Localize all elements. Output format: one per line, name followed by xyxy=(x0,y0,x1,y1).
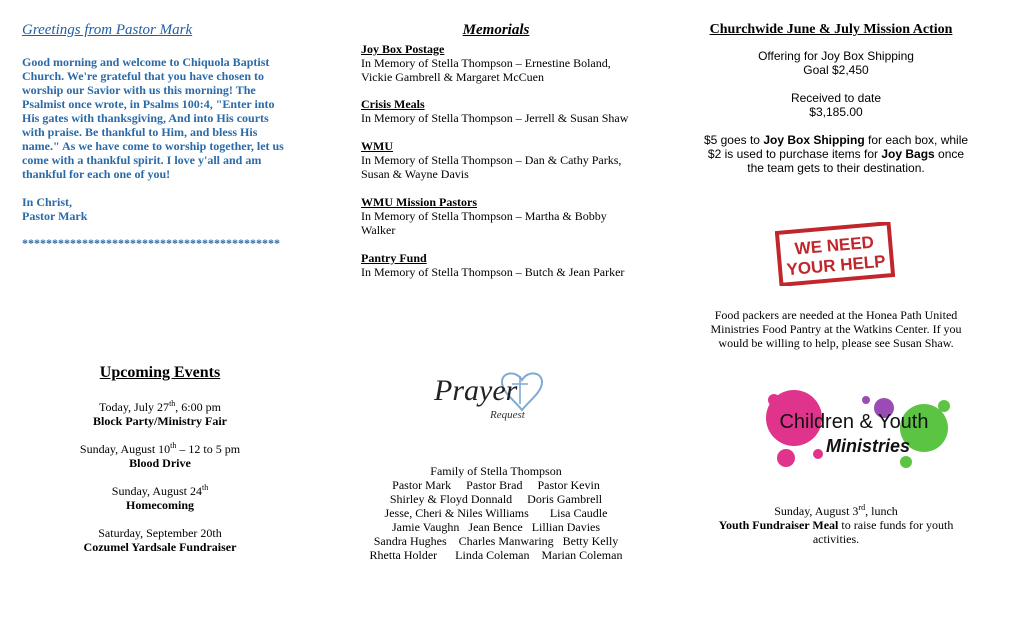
food-packers-notice: Food packers are needed at the Honea Path United Ministries Food Pantry at the Watkins Center. If you would be willing to help, please see Susan Shaw. xyxy=(710,308,962,350)
prayer-line: Jamie Vaughn Jean Bence Lillian Davies xyxy=(391,520,601,534)
children-youth-ministries-logo xyxy=(756,378,952,480)
event-name: Homecoming xyxy=(126,498,194,512)
greeting-text: Good morning and welcome to Chiquola Baptist Church. We're grateful that you have chosen to worship our Savior with us this morning! The Psalmist once wrote, in Psalms 100:4, "Enter into His gates with thanksgiving, And into His courts with praise. Be thankful to Him, and bless His name." As we have come to worship together, let us come with a thankful spirit. I love y'all and am thankful for each one of you! xyxy=(22,55,284,181)
memorial-text: In Memory of Stella Thompson – Butch & Jean Parker xyxy=(361,265,625,279)
prayer-line: Family of Stella Thompson xyxy=(430,464,562,478)
memorial-text: In Memory of Stella Thompson – Jerrell & Susan Shaw xyxy=(361,111,629,125)
event-date: Today, July 27th, 6:00 pm xyxy=(99,399,221,414)
prayer-logo-text: Prayer xyxy=(434,374,518,407)
mission-title: Churchwide June & July Mission Action xyxy=(709,22,953,37)
prayer-line: Pastor Mark Pastor Brad Pastor Kevin xyxy=(392,478,600,492)
mission-received-label: Received to date xyxy=(790,91,882,105)
memorial-text: In Memory of Stella Thompson – Ernestine Boland, Vickie Gambrell & Margaret McCuen xyxy=(361,56,611,84)
prayer-line: Jesse, Cheri & Niles Williams Lisa Caudle xyxy=(384,506,608,520)
we-need-your-help-stamp xyxy=(775,222,895,286)
greeting-sign-off xyxy=(22,195,87,223)
event-name: Block Party/Ministry Fair xyxy=(93,414,227,428)
memorial-heading: Crisis Meals xyxy=(361,97,425,111)
event-item xyxy=(40,526,280,554)
youth-meal: Youth Fundraiser Meal xyxy=(718,518,839,532)
memorial-heading: WMU Mission Pastors xyxy=(361,195,477,209)
memorials-title: Memorials xyxy=(462,22,530,38)
greeting-divider: ******************************************* xyxy=(22,236,280,250)
greeting-title: Greetings from Pastor Mark xyxy=(22,22,193,38)
mission-received-value: $3,185.00 xyxy=(809,105,863,119)
memorial-text: In Memory of Stella Thompson – Martha & Bobby Walker xyxy=(361,209,607,237)
prayer-logo-sub: Request xyxy=(490,409,525,421)
event-name: Blood Drive xyxy=(129,456,191,470)
memorial-item xyxy=(361,195,641,237)
mission-goal-value: Goal $2,450 xyxy=(803,63,869,77)
memorial-heading: Joy Box Postage xyxy=(361,42,445,56)
memorial-item xyxy=(361,139,641,181)
mission-offering-label: Offering for Joy Box Shipping xyxy=(758,49,914,63)
prayer-line: Rhetta Holder Linda Coleman Marian Coleman xyxy=(369,548,623,562)
event-item xyxy=(40,442,280,470)
events-title: Upcoming Events xyxy=(99,364,221,381)
memorial-item xyxy=(361,97,641,125)
prayer-line: Shirley & Floyd Donnald Doris Gambrell xyxy=(389,492,603,506)
memorial-heading: WMU xyxy=(361,139,393,153)
mission-note: $5 goes to Joy Box Shipping for each box, while $2 is used to purchase items for Joy Bags once the team gets to their destination. xyxy=(703,133,969,175)
event-date: Sunday, August 24th xyxy=(111,483,209,498)
youth-fundraiser: Sunday, August 3rd, lunch Youth Fundraiser Meal to raise funds for youth activities. xyxy=(718,503,954,546)
mission-goal xyxy=(696,49,976,77)
event-date: Sunday, August 10th – 12 to 5 pm xyxy=(79,441,241,456)
memorial-item xyxy=(361,251,641,279)
event-item xyxy=(40,484,280,512)
event-item xyxy=(40,400,280,428)
stamp-line1: WE NEED xyxy=(793,232,875,259)
event-name: Cozumel Yardsale Fundraiser xyxy=(83,540,237,554)
mission-received xyxy=(696,91,976,119)
stamp-line2: YOUR HELP xyxy=(785,251,887,280)
greeting-closing: In Christ, xyxy=(22,195,73,209)
greeting-body xyxy=(22,55,287,181)
prayer-line: Sandra Hughes Charles Manwaring Betty Kelly xyxy=(373,534,619,548)
prayer-list xyxy=(340,464,652,562)
prayer-request-logo xyxy=(430,366,555,434)
cy-logo-line2: Ministries xyxy=(825,436,911,456)
cy-logo-line1: Children & Youth xyxy=(779,411,929,433)
memorial-heading: Pantry Fund xyxy=(361,251,427,265)
event-date: Saturday, September 20th xyxy=(98,526,222,540)
greeting-signature: Pastor Mark xyxy=(22,209,88,223)
memorial-item xyxy=(361,42,641,84)
memorial-text: In Memory of Stella Thompson – Dan & Cathy Parks, Susan & Wayne Davis xyxy=(361,153,622,181)
